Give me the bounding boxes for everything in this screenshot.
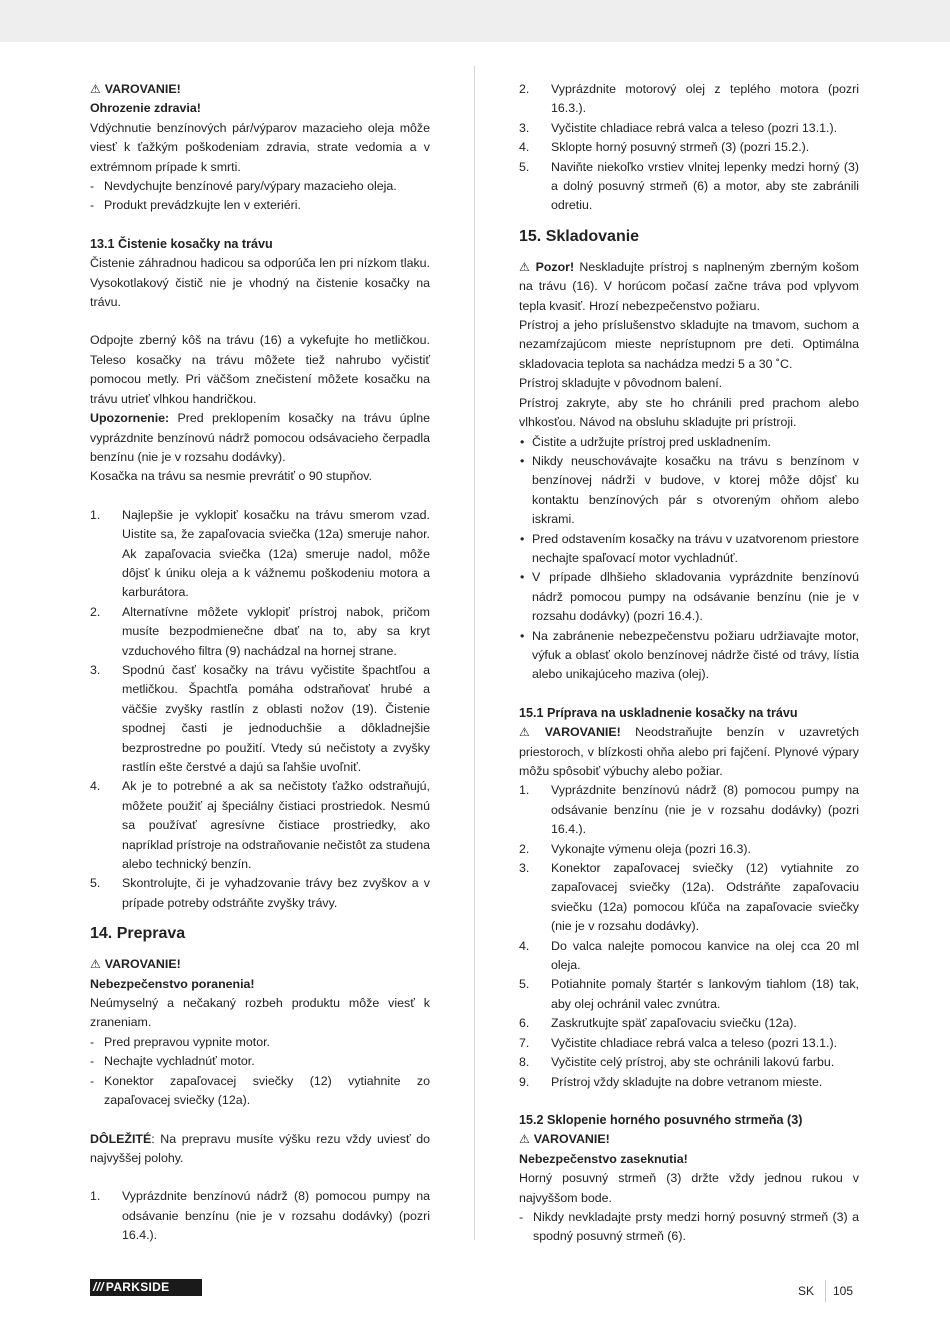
list-item: • V prípade dlhšieho skladovania vyprázdnite benzínovú nádrž pomocou pumpy na odsávanie benzínu (nie je v rozsahu dodávky) (pozri 16.4.). <box>519 568 859 626</box>
section-heading-14: 14. Preprava <box>90 925 186 943</box>
paragraph: Kosačka na trávu sa nesmie prevrátiť o 90 stupňov. <box>90 469 372 484</box>
list-item: 1. Vyprázdnite benzínovú nádrž (8) pomocou pumpy na odsávanie benzínu (nie je v rozsahu dodávky) (pozri 16.4.). <box>519 783 859 837</box>
section-heading-15-1: 15.1 Príprava na uskladnenie kosačky na trávu <box>519 705 798 720</box>
section-heading-15-2: 15.2 Sklopenie horného posuvného strmeňa (3) <box>519 1112 803 1127</box>
list-item: 3. Vyčistite chladiace rebrá valca a teleso (pozri 13.1.). <box>519 120 838 135</box>
list-item: 8. Vyčistite celý prístroj, aby ste ochránili lakovú farbu. <box>519 1055 835 1070</box>
warning-list <box>90 1033 430 1111</box>
list-item: 9. Prístroj vždy skladujte na dobre vetranom mieste. <box>519 1074 823 1089</box>
list-item: 5. Potiahnite pomaly štartér s lankovým tiahlom (18) tak, aby olej ochránil valec zvnútra. <box>519 977 859 1011</box>
list-item: 5. Skontrolujte, či je vyhadzovanie trávy bez zvyškov a v prípade potreby odstráňte zvyšky trávy. <box>90 876 430 910</box>
right-column <box>519 80 859 1247</box>
list-item: 7. Vyčistite chladiace rebrá valca a teleso (pozri 13.1.). <box>519 1035 838 1050</box>
list-item: - Produkt prevádzkujte len v exteriéri. <box>90 196 430 215</box>
storage-prep-steps <box>519 781 859 1092</box>
column-divider <box>474 66 475 1240</box>
warning-text: Neúmyselný a nečakaný rozbeh produktu môže viesť k zraneniam. <box>90 996 430 1030</box>
list-item: • Nikdy neuschovávajte kosačku na trávu s benzínom v benzínovej nádrži v budove, v ktorej môže dôjsť ku kontaktu benzínových pár s otvoreným ohňom alebo iskrami. <box>519 452 859 530</box>
section-heading-15: 15. Skladovanie <box>519 227 640 245</box>
list-item: 3. Konektor zapaľovacej sviečky (12) vytiahnite zo zapaľovacej sviečky (12a). Odstráňte zapaľovaciu sviečku (12a) pomocou kľúča na zapaľovacie sviečky (nie je v rozsahu dodávky). <box>519 861 859 934</box>
list-item: 6. Zaskrutkujte späť zapaľovaciu sviečku (12a). <box>519 1016 797 1031</box>
list-item: 2. Vyprázdnite motorový olej z teplého motora (pozri 16.3.). <box>519 82 859 116</box>
paragraph: Odpojte zberný kôš na trávu (16) a vykefujte ho metličkou. Teleso kosačky na trávu môžete tiež nahrubo vyčistiť pomocou metly. Pri väčšom znečistení môžete kosačku na trávu utrieť vlhkou handričkou. <box>90 333 430 406</box>
list-item: - Pred prepravou vypnite motor. <box>90 1033 430 1052</box>
warning-list <box>519 1208 859 1247</box>
footer-divider <box>825 1280 826 1302</box>
list-item: • Na zabránenie nebezpečenstvu požiaru udržiavajte motor, výfuk a oblasť okolo benzínovej nádrže čisté od trávy, lístia alebo unikajúceho maziva (olej). <box>519 627 859 685</box>
list-item: 1. Najlepšie je vyklopiť kosačku na trávu smerom vzad. Uistite sa, že zapaľovacia sviečka (12a) smeruje nahor. Ak zapaľovacia sviečka (12a) smeruje nadol, môže dôjsť k úniku oleja a k vážnemu poškodeniu motora a karburátora. <box>90 507 430 600</box>
list-item: 5. Naviňte niekoľko vrstiev vlnitej lepenky medzi horný (3) a dolný posuvný strmeň (6) a motor, aby ste zabránili odretiu. <box>519 159 859 213</box>
warning-heading: Nebezpečenstvo zaseknutia! <box>519 1151 688 1166</box>
important-paragraph: DÔLEŽITÉ: Na prepravu musíte výšku rezu vždy uviesť do najvyššej polohy. <box>90 1131 430 1165</box>
list-item: 1. Vyprázdnite benzínovú nádrž (8) pomocou pumpy na odsávanie benzínu (nie je v rozsahu dodávky) (pozri 16.4.). <box>90 1189 430 1243</box>
list-item: - Konektor zapaľovacej sviečky (12) vytiahnite zo zapaľovacej sviečky (12a). <box>90 1072 430 1111</box>
warning-paragraph: ⚠ VAROVANIE! Neodstraňujte benzín v uzavretých priestoroch, v blízkosti ohňa alebo pri fajčení. Plynové výpary môžu spôsobiť výbuchy alebo požiar. <box>519 725 859 778</box>
list-item: - Nechajte vychladnúť motor. <box>90 1052 430 1071</box>
warning-title: ⚠ VAROVANIE! <box>519 1132 610 1147</box>
warning-title: ⚠ VAROVANIE! <box>90 957 181 972</box>
list-item: 4. Ak je to potrebné a ak sa nečistoty ťažko odstraňujú, môžete použiť aj špeciálny čistiaci prostriedok. Nesmú sa používať agresívne čistiace prostriedky, ako napríklad prístroje na odstraňovanie nečistôt za studena alebo technický benzín. <box>90 779 430 872</box>
warning-title: ⚠ VAROVANIE! <box>90 82 181 96</box>
transport-steps-continued <box>519 80 859 216</box>
left-column <box>90 80 430 1246</box>
cleaning-steps <box>90 506 430 914</box>
language-code: SK <box>798 1284 815 1298</box>
section-heading-13-1: 13.1 Čistenie kosačky na trávu <box>90 236 273 251</box>
warning-text: Vdýchnutie benzínových pár/výparov mazacieho oleja môže viesť k ťažkým poškodeniam zdravia, strate vedomia a v extrémnom prípade k smrti. <box>90 120 430 174</box>
list-item: - Nevdychujte benzínové pary/výpary mazacieho oleja. <box>90 177 430 196</box>
warning-icon: ⚠ <box>519 725 541 740</box>
storage-list <box>519 433 859 685</box>
warning-list <box>90 177 430 216</box>
paragraph: Čistenie záhradnou hadicou sa odporúča len pri nízkom tlaku. Vysokotlakový čistič nie je vhodný na čistenie kosačky na trávu. <box>90 256 430 310</box>
paragraph: Horný posuvný strmeň (3) držte vždy jednou rukou v najvyššom bode. <box>519 1171 859 1205</box>
page-number: 105 <box>833 1284 854 1298</box>
list-item: 4. Do valca nalejte pomocou kanvice na olej cca 20 ml oleja. <box>519 938 859 973</box>
warning-heading: Nebezpečenstvo poranenia! <box>90 976 255 991</box>
list-item: • Čistite a udržujte prístroj pred uskladnením. <box>519 433 859 452</box>
parkside-logo: /// PARKSIDE <box>90 1279 202 1296</box>
list-item: • Pred odstavením kosačky na trávu v uzatvorenom priestore nechajte spaľovací motor vychladnúť. <box>519 530 859 569</box>
warning-icon: ⚠ <box>90 957 101 972</box>
paragraph: Prístroj a jeho príslušenstvo skladujte na tmavom, suchom a nezamŕzajúcom mieste neprístupnom pre deti. Optimálna skladovacia teplota sa nachádza medzi 5 a 30 ˚C. <box>519 318 859 371</box>
top-bar <box>0 0 950 42</box>
transport-steps <box>90 1187 430 1245</box>
warning-icon: ⚠ <box>90 82 101 96</box>
warning-icon: ⚠ <box>519 1132 530 1147</box>
paragraph: Prístroj zakryte, aby ste ho chránili pred prachom alebo vlhkosťou. Návod na obsluhu skladujte pri prístroji. <box>519 395 859 430</box>
paragraph: Prístroj skladujte v pôvodnom balení. <box>519 376 723 391</box>
list-item: 3. Spodnú časť kosačky na trávu vyčistite špachtľou a metličkou. Špachtľa pomáha odstraňovať hrubé a väčšie zvyšky rastlín z oblasti nožov (19). Čistenie spodnej časti je jednoduchšie a dôkladnejšie bezprostredne po použití. Vtedy sú nečistoty a zvyšky rastlín ešte čerstvé a dajú sa ľahšie uvoľniť. <box>90 662 430 774</box>
caution-paragraph: ⚠ Pozor! Neskladujte prístroj s naplneným zberným košom na trávu (16). V horúcom počasí začne tráva pod vplyvom tepla kvasiť. Hrozí nebezpečenstvo požiaru. <box>519 259 859 313</box>
list-item: 2. Vykonajte výmenu oleja (pozri 16.3). <box>519 841 751 856</box>
warning-icon: ⚠ <box>519 259 532 274</box>
warning-heading: Ohrozenie zdravia! <box>90 101 201 116</box>
list-item: 2. Alternatívne môžete vyklopiť prístroj nabok, pričom musíte bezpodmienečne dbať na to, aby sa kryt vzduchového filtra (9) nachádzal na hornej strane. <box>90 604 430 658</box>
list-item: - Nikdy nevkladajte prsty medzi horný posuvný strmeň (3) a spodný posuvný strmeň (6). <box>519 1208 859 1247</box>
note-paragraph: Upozornenie: Pred preklopením kosačky na trávu úplne vyprázdnite benzínovú nádrž pomocou odsávacieho čerpadla benzínu (nie je v rozsahu dodávky). <box>90 411 430 464</box>
list-item: 4. Sklopte horný posuvný strmeň (3) (pozri 15.2.). <box>519 140 810 155</box>
